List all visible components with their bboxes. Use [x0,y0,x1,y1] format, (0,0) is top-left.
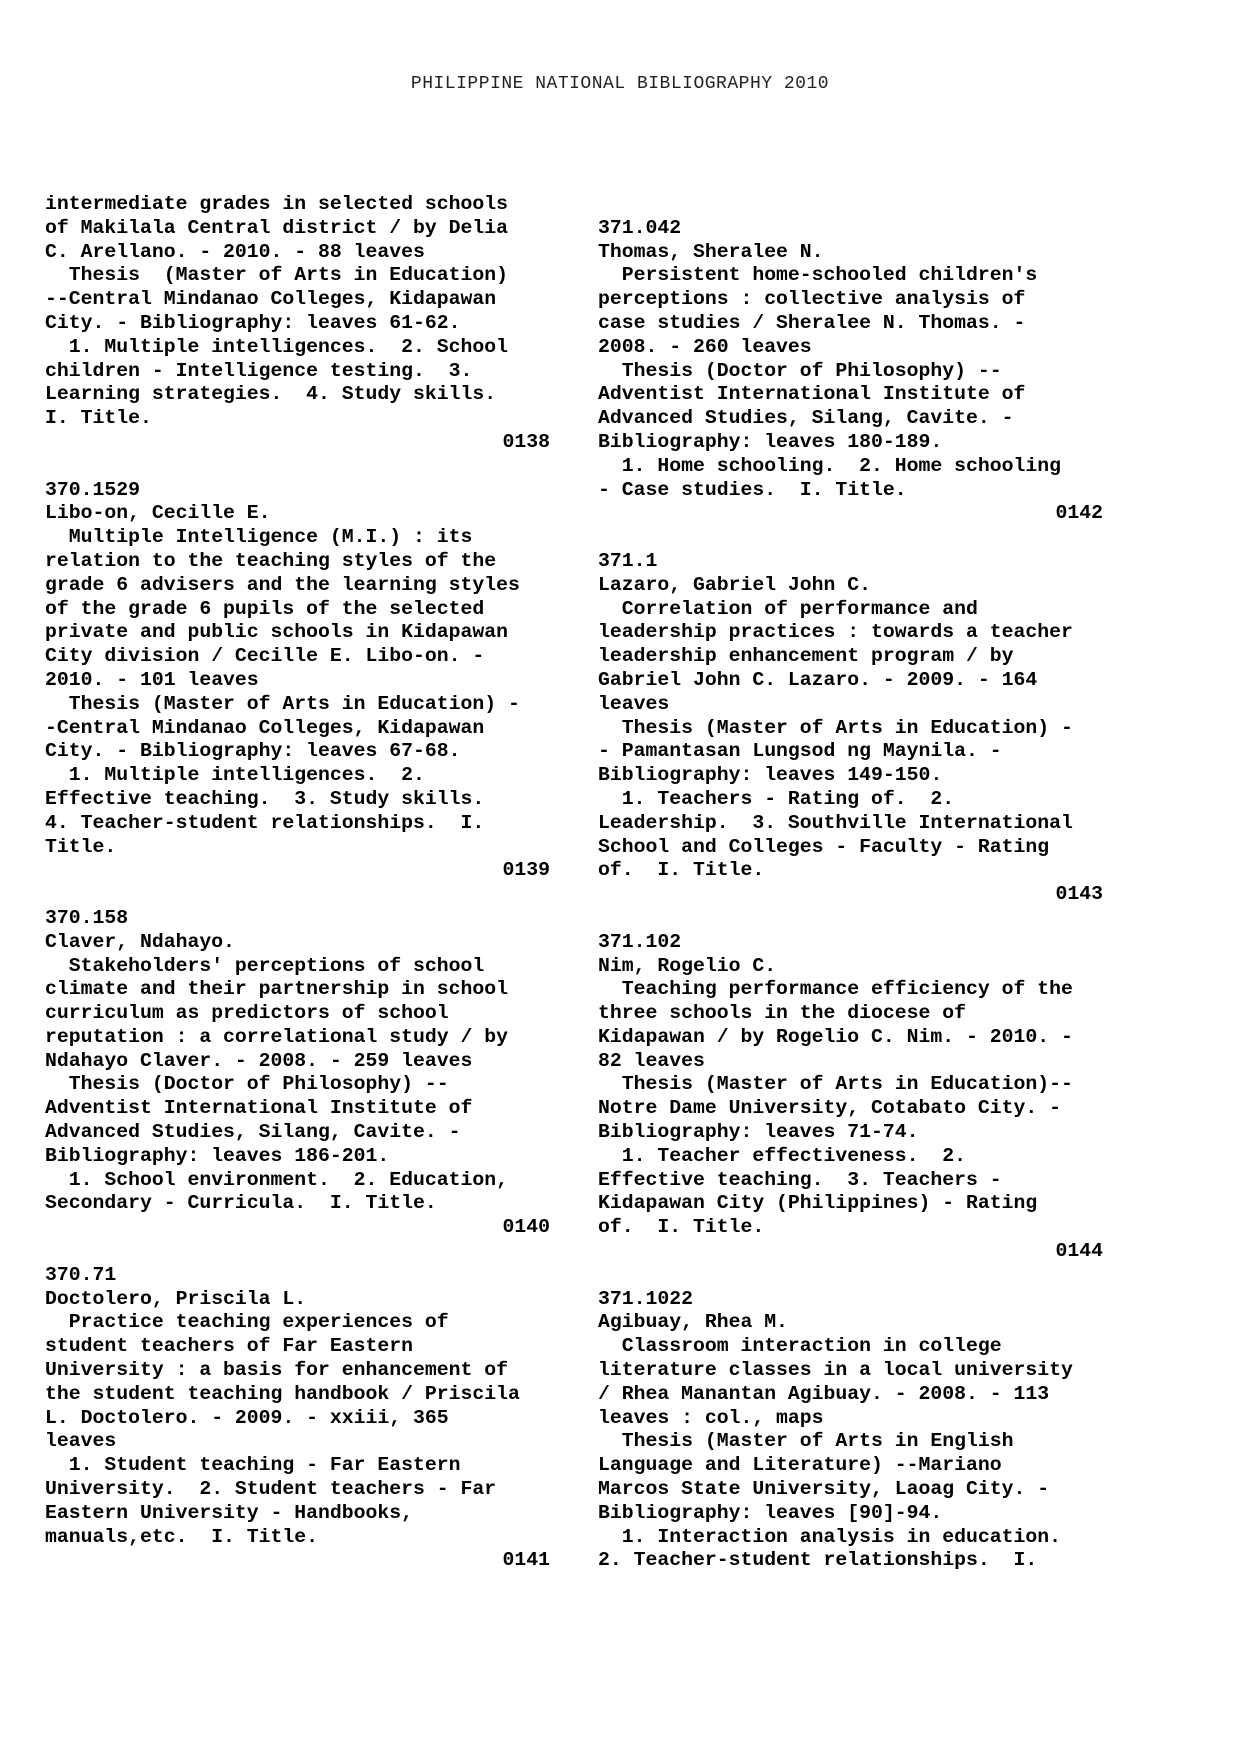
entry-number: 0140 [502,1216,550,1239]
entry-line: Thesis (Master of Arts in Education) - [598,716,1073,739]
entry-line: Thesis (Master of Arts in Education) [45,264,508,287]
entry-line: reputation : a correlational study / by [45,1025,508,1048]
entry-line: Ndahayo Claver. - 2008. - 259 leaves [45,1049,473,1072]
entry-line: Thesis (Master of Arts in Education) - [45,692,520,715]
entry-line: School and Colleges - Faculty - Rating [598,835,1050,858]
entry-line: Advanced Studies, Silang, Cavite. - [45,1121,461,1144]
entry-line: 1. Student teaching - Far Eastern [45,1454,461,1477]
entry-number: 0143 [1055,883,1103,906]
entry-line: three schools in the diocese of [598,1002,966,1025]
entry-line: Bibliography: leaves 186-201. [45,1144,390,1167]
bibliography-entry [45,193,550,455]
entry-line: Notre Dame University, Cotabato City. - [598,1097,1061,1120]
entry-line: Adventist International Institute of [45,1097,473,1120]
entry-number: 0138 [502,430,550,453]
entry-line: intermediate grades in selected schools [45,193,508,215]
entry-line: --Central Mindanao Colleges, Kidapawan [45,288,497,311]
entry-line: Classroom interaction in college [598,1335,1002,1358]
entry-number: 0139 [502,859,550,882]
entry-line: C. Arellano. - 2010. - 88 leaves [45,240,425,263]
entry-line: of. I. Title. [598,859,765,882]
entry-line: leaves [598,692,670,715]
entry-line: Eastern University - Handbooks, [45,1501,413,1524]
entry-line: student teachers of Far Eastern [45,1335,413,1358]
entry-line: Bibliography: leaves 71-74. [598,1121,919,1144]
bibliography-entry [45,1264,550,1573]
entry-line: 1. Interaction analysis in education. [598,1525,1061,1548]
entry-line: manuals,etc. I. Title. [45,1525,319,1548]
entry-line: 1. Multiple intelligences. 2. School [45,335,508,358]
entry-line: Thesis (Master of Arts in Education)-- [598,1073,1073,1096]
entry-line: University : a basis for enhancement of [45,1359,508,1382]
entry-line: Practice teaching experiences of [45,1311,449,1334]
entry-line: Persistent home-schooled children's [598,264,1038,287]
entry-number: 0144 [1055,1240,1103,1263]
entry-line: 1. Teachers - Rating of. 2. [598,787,955,810]
bibliography-entry [598,217,1103,526]
entry-line: Thesis (Doctor of Philosophy) -- [45,1073,449,1096]
entry-line: leaves [45,1430,117,1453]
entry-line: Doctolero, Priscila L. [45,1287,307,1310]
page-header: PHILIPPINE NATIONAL BIBLIOGRAPHY 2010 [410,74,830,94]
entry-number: 0142 [1055,502,1103,525]
entry-line: 1. Multiple intelligences. 2. [45,764,425,787]
entry-line: literature classes in a local university [598,1359,1073,1382]
entry-line: I. Title. [45,407,152,430]
entry-line: perceptions : collective analysis of [598,288,1026,311]
entry-line: City. - Bibliography: leaves 67-68. [45,740,461,763]
bibliography-entry [598,550,1103,907]
entry-line: 4. Teacher-student relationships. I. [45,811,485,834]
bibliography-entry [45,907,550,1240]
entry-line: L. Doctolero. - 2009. - xxiii, 365 [45,1406,449,1429]
entry-line: 2. Teacher-student relationships. I. [598,1549,1038,1572]
entry-line: Marcos State University, Laoag City. - [598,1478,1050,1501]
entry-line: 82 leaves [598,1049,705,1072]
entry-line: leadership practices : towards a teacher [598,621,1073,644]
entry-line: 370.1529 [45,478,140,501]
entry-line: Teaching performance efficiency of the [598,978,1073,1001]
entry-line: 371.1022 [598,1287,693,1310]
entry-line: of. I. Title. [598,1216,765,1239]
entry-line: leadership enhancement program / by [598,645,1014,668]
entry-line: leaves : col., maps [598,1406,824,1429]
entry-line: Advanced Studies, Silang, Cavite. - [598,407,1014,430]
entry-line: 370.158 [45,906,129,929]
entry-line: Thesis (Doctor of Philosophy) -- [598,359,1002,382]
right-column [598,193,1103,1597]
bibliography-entry [598,1288,1103,1574]
entry-line: 1. Home schooling. 2. Home schooling [598,454,1061,477]
entry-line: Libo-on, Cecille E. [45,502,271,525]
entry-line: of the grade 6 pupils of the selected [45,597,485,620]
entry-line: private and public schools in Kidapawan [45,621,508,644]
entry-line: Language and Literature) --Mariano [598,1454,1002,1477]
entry-line: Bibliography: leaves 180-189. [598,430,943,453]
entry-line: 371.102 [598,930,682,953]
entry-line: University. 2. Student teachers - Far [45,1478,497,1501]
entry-line: Lazaro, Gabriel John C. [598,573,872,596]
entry-line: 371.042 [598,216,682,239]
entry-line: Leadership. 3. Southville International [598,811,1073,834]
entry-line: Thomas, Sheralee N. [598,240,824,263]
entry-line: Kidapawan City (Philippines) - Rating [598,1192,1038,1215]
entry-line: 1. Teacher effectiveness. 2. [598,1144,966,1167]
entry-line: - Case studies. I. Title. [598,478,907,501]
entry-line: Claver, Ndahayo. [45,930,235,953]
entry-line: Adventist International Institute of [598,383,1026,406]
entry-line: 370.71 [45,1263,117,1286]
entry-line: Agibuay, Rhea M. [598,1311,788,1334]
entry-line: Learning strategies. 4. Study skills. [45,383,497,406]
entry-line: the student teaching handbook / Priscila [45,1382,520,1405]
entry-line: 2008. - 260 leaves [598,335,812,358]
entry-line: Effective teaching. 3. Study skills. [45,787,485,810]
entry-line: Gabriel John C. Lazaro. - 2009. - 164 [598,668,1038,691]
bibliography-entry [45,479,550,884]
entry-line: case studies / Sheralee N. Thomas. - [598,311,1026,334]
entry-line: -Central Mindanao Colleges, Kidapawan [45,716,485,739]
entry-number: 0141 [502,1549,550,1572]
entry-line: Correlation of performance and [598,597,978,620]
entry-line: Title. [45,835,117,858]
entry-line: / Rhea Manantan Agibuay. - 2008. - 113 [598,1382,1050,1405]
left-column [45,193,550,1597]
entry-line: Nim, Rogelio C. [598,954,777,977]
entry-line: City. - Bibliography: leaves 61-62. [45,311,461,334]
entry-line: Bibliography: leaves [90]-94. [598,1501,943,1524]
entry-line: 2010. - 101 leaves [45,668,259,691]
entry-line: Effective teaching. 3. Teachers - [598,1168,1002,1191]
entry-line: City division / Cecille E. Libo-on. - [45,645,485,668]
entry-line: 1. School environment. 2. Education, [45,1168,508,1191]
entry-line: Thesis (Master of Arts in English [598,1430,1014,1453]
entry-line: Bibliography: leaves 149-150. [598,764,943,787]
entry-line: relation to the teaching styles of the [45,549,497,572]
entry-line: - Pamantasan Lungsod ng Maynila. - [598,740,1002,763]
entry-line: Secondary - Curricula. I. Title. [45,1192,437,1215]
entry-line: climate and their partnership in school [45,978,508,1001]
entry-line: grade 6 advisers and the learning styles [45,573,520,596]
bibliography-entry [598,931,1103,1264]
entry-line: Kidapawan / by Rogelio C. Nim. - 2010. - [598,1025,1073,1048]
entry-line: Stakeholders' perceptions of school [45,954,485,977]
entry-line: 371.1 [598,549,658,572]
entry-line: children - Intelligence testing. 3. [45,359,473,382]
entry-line: curriculum as predictors of school [45,1002,449,1025]
entry-line: Multiple Intelligence (M.I.) : its [45,526,473,549]
entry-line: of Makilala Central district / by Delia [45,216,508,239]
